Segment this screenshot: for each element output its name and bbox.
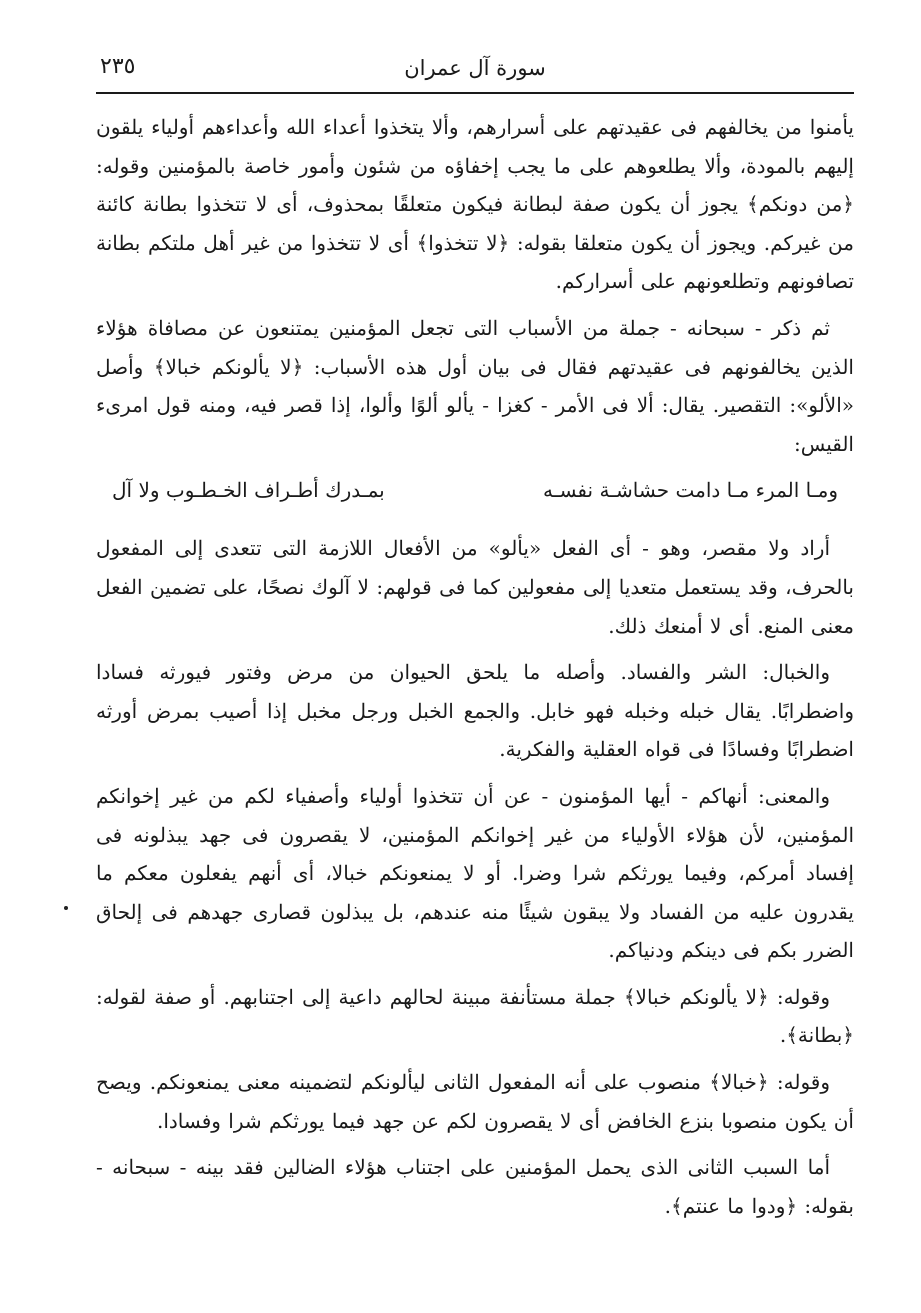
book-page	[96, 40, 854, 1280]
paragraph: أما السبب الثانى الذى يحمل المؤمنين على اجتناب هؤلاء الضالين فقد بينه - سبحانه - بقوله: ﴿ودوا ما عنتم﴾.	[96, 1155, 854, 1218]
poetry-verse	[112, 471, 838, 509]
margin-mark	[64, 906, 68, 910]
paragraph: وقوله: ﴿لا يألونكم خبالا﴾ جملة مستأنفة مبينة لحالهم داعية إلى اجتنابهم. أو صفة لقوله: ﴿بطانة﴾.	[96, 984, 854, 1048]
surah-title: سورة آل عمران	[404, 56, 546, 80]
paragraph: وقوله: ﴿خبالا﴾ منصوب على أنه المفعول الثانى ليألونكم لتضمينه معنى يمنعونكم. ويصح أن يكون منصوبا بنزع الخافض أى لا يقصرون لكم عن جهد فيما يورثكم شرا وفسادا.	[96, 1070, 854, 1133]
paragraph: والمعنى: أنهاكم - أيها المؤمنون - عن أن تتخذوا أولياء وأصفياء لكم من غير إخوانكم المؤمنين، لأن هؤلاء الأولياء من غير إخوانكم المؤمنين، لا يقصرون فى جهد يبذلونه فى إفساد أمركم، وفيما يورثكم شرا وضرا. أو لا يمنعونكم خبالا، أى أنهم يفعلون معكم ما يقدرون عليه من الفساد ولا يبقون شيئًا منه عندهم، بل يبذلون قصارى جهدهم فى إلحاق الضرر بكم فى دينكم ودنياكم.	[96, 783, 854, 963]
page-header	[96, 40, 854, 94]
paragraph: والخبال: الشر والفساد. وأصله ما يلحق الحيوان من مرض وفتور فيورثه فسادا واضطرابًا. يقال خبله وخبله فهو خابل. والجمع الخبل ورجل مخبل إذا أصيب بمرض أورثه اضطرابًا وفسادًا فى قواه العقلية والفكرية.	[96, 660, 854, 762]
paragraph: يأمنوا من يخالفهم فى عقيدتهم على أسرارهم، وألا يتخذوا أعداء الله وأعداءهم أولياء يلقون إليهم بالمودة، وألا يطلعوهم على ما يجب إخفاؤه من شئون وأمور خاصة بالمؤمنين وقوله: ﴿من دونكم﴾ يجوز أن يكون صفة لبطانة فيكون متعلقًا بمحذوف، أى لا تتخذوا بطانة كائنة من غيركم. ويجوز أن يكون متعلقا بقوله: ﴿لا تتخذوا﴾ أى لا تتخذوا من غير أهل ملتكم بطانة تصافونهم وتطلعونهم على أسراركم.	[96, 115, 854, 294]
paragraph: ثم ذكر - سبحانه - جملة من الأسباب التى تجعل المؤمنين يمتنعون عن مصافاة هؤلاء الذين يخالفونهم فى عقيدتهم فقال فى بيان أول هذه الأسباب: ﴿لا يألونكم خبالا﴾ وأصل «الألو»: التقصير. يقال: ألا فى الأمر - كغزا - يألو ألوًا وألوا، إذا قصر فيه، ومنه قول امرىء القيس:	[96, 315, 854, 456]
paragraph: أراد ولا مقصر، وهو - أى الفعل «يألو» من الأفعال اللازمة التى تتعدى إلى المفعول بالحرف، وقد يستعمل متعديا إلى مفعولين كما فى قولهم: لا آلوك نصحًا، على تضمين الفعل معنى المنع. أى لا أمنعك ذلك.	[96, 536, 854, 638]
page-number: ٢٣٥	[100, 54, 136, 79]
verse-second-hemistich: بمـدرك أطـراف الخـطـوب ولا آل	[112, 478, 385, 503]
page-body	[96, 94, 854, 1225]
verse-first-hemistich: ومـا المرء مـا دامت حشاشـة نفسـه	[543, 478, 838, 503]
